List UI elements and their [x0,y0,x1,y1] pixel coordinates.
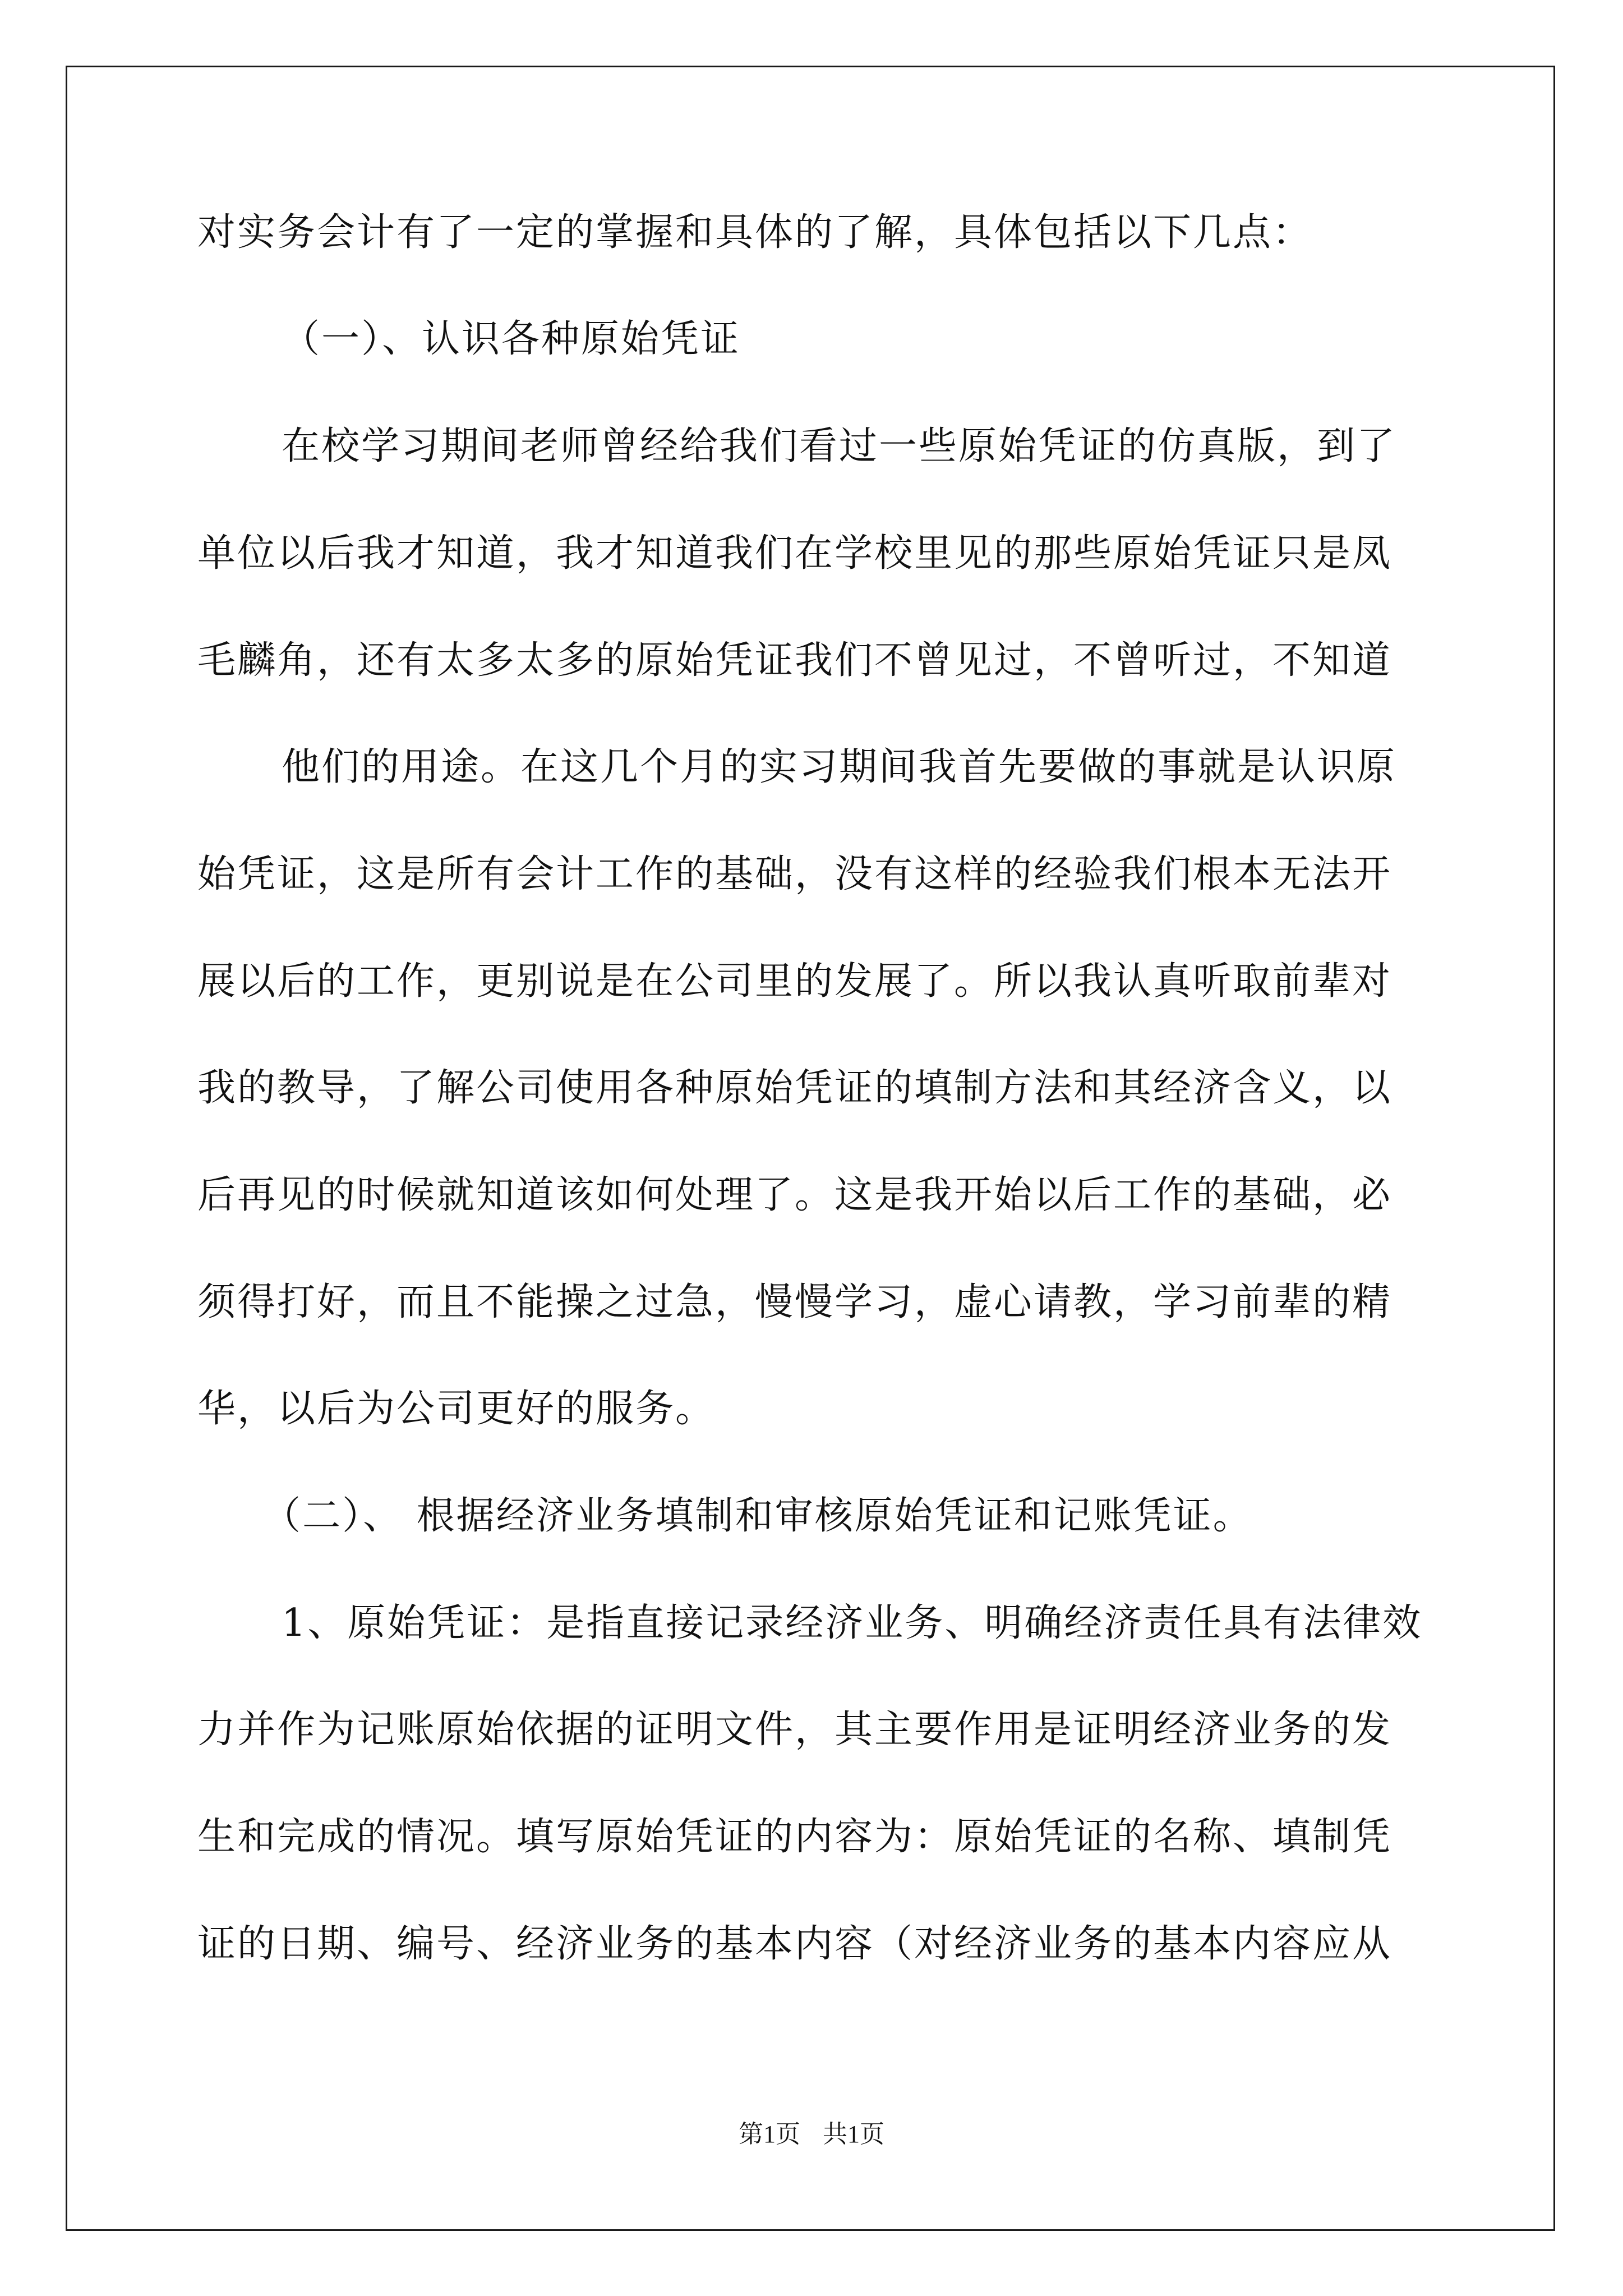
text-line: 我的教导，了解公司使用各种原始凭证的填制方法和其经济含义，以 [197,1066,1393,1110]
text-line: 证的日期、编号、经济业务的基本内容（对经济业务的基本内容应从 [197,1922,1393,1966]
text-line: 展以后的工作，更别说是在公司里的发展了。所以我认真听取前辈对 [197,959,1393,1004]
text-line: 后再见的时候就知道该如何处理了。这是我开始以后工作的基础，必 [197,1173,1393,1217]
text-line: 他们的用途。在这几个月的实习期间我首先要做的事就是认识原 [282,745,1397,789]
text-line: 华，以后为公司更好的服务。 [197,1387,716,1431]
text-line: 1、原始凭证：是指直接记录经济业务、明确经济责任具有法律效 [282,1601,1423,1645]
text-line: 在校学习期间老师曾经给我们看过一些原始凭证的仿真版，到了 [282,424,1397,468]
total-pages: 共1页 [823,2120,884,2148]
section-heading: （一）、认识各种原始凭证 [282,317,741,361]
section-heading: （二）、 根据经济业务填制和审核原始凭证和记账凭证。 [262,1494,1253,1538]
text-line: 生和完成的情况。填写原始凭证的内容为：原始凭证的名称、填制凭 [197,1815,1393,1859]
text-line: 始凭证，这是所有会计工作的基础，没有这样的经验我们根本无法开 [197,852,1393,896]
text-line: 单位以后我才知道，我才知道我们在学校里见的那些原始凭证只是凤 [197,531,1393,576]
text-line: 对实务会计有了一定的掌握和具体的了解，具体包括以下几点： [197,210,1313,255]
text-line: 毛麟角，还有太多太多的原始凭证我们不曾见过，不曾听过，不知道 [197,638,1393,683]
page-border [66,66,1555,2231]
page-footer [0,2114,1623,2150]
text-line: 须得打好，而且不能操之过急，慢慢学习，虚心请教，学习前辈的精 [197,1280,1393,1324]
text-line: 力并作为记账原始依据的证明文件，其主要作用是证明经济业务的发 [197,1708,1393,1752]
page-number: 第1页 [739,2120,800,2148]
